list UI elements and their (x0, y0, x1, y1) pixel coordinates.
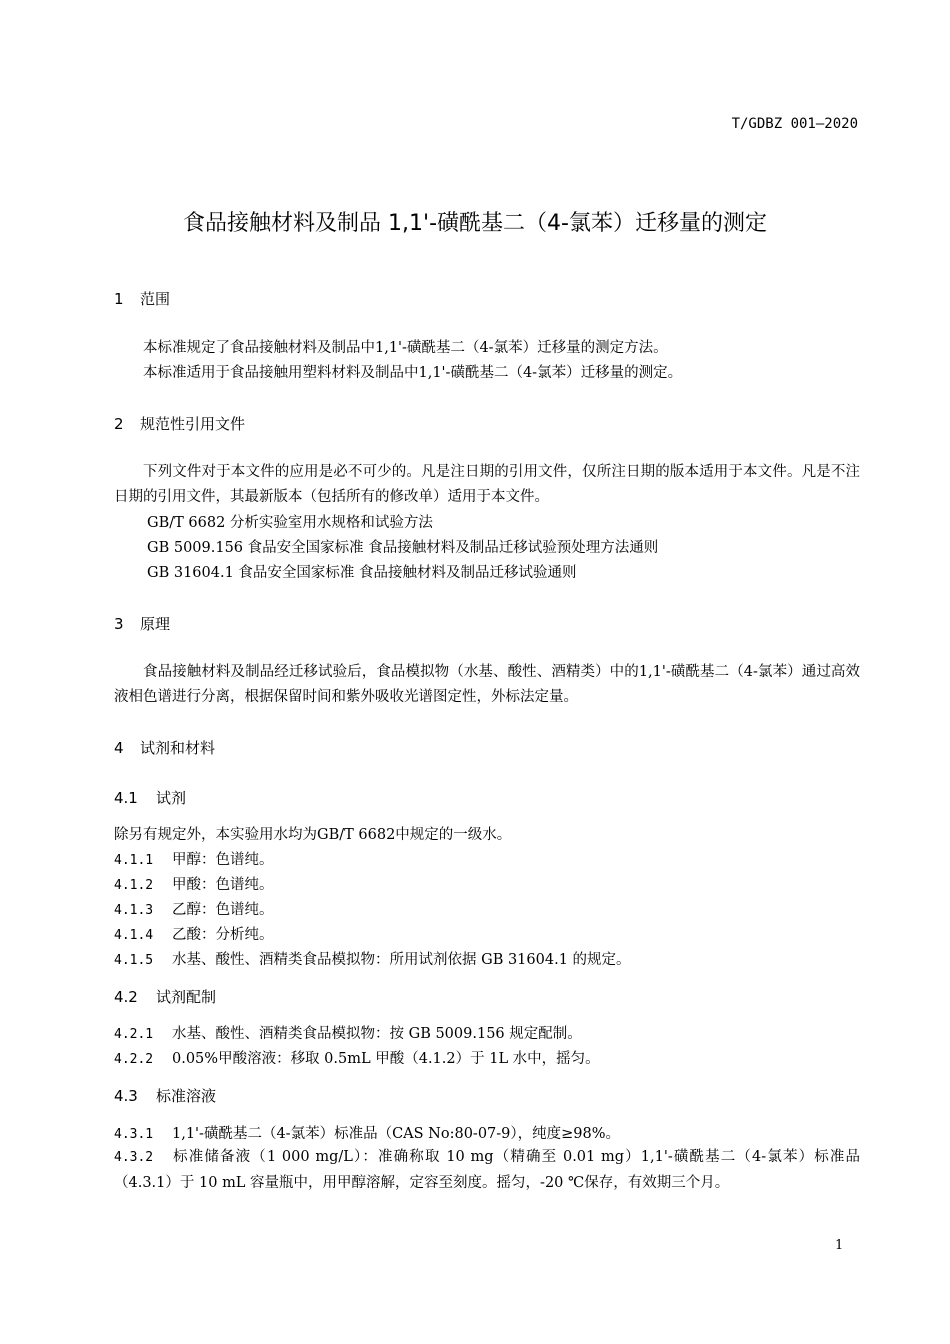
section-3-paragraph: 食品接触材料及制品经迁移试验后，食品模拟物（水基、酸性、酒精类）中的1,1'-磺酰基二（4-氯苯）通过高效液相色谱进行分离，根据保留时间和紫外吸收光谱图定性，外标法定量。 (114, 664, 860, 705)
section-1-heading: 1 范围 (114, 290, 171, 308)
section-4-heading: 4 试剂和材料 (114, 739, 216, 757)
section-4-1-intro: 除另有规定外，本实验用水均为GB/T 6682中规定的一级水。 (114, 827, 512, 843)
section-2-paragraph: 下列文件对于本文件的应用是必不可少的。凡是注日期的引用文件，仅所注日期的版本适用于本文件。凡是不注日期的引用文件，其最新版本（包括所有的修改单）适用于本文件。 (114, 464, 860, 505)
list-item: 4.3.2 标准储备液（1 000 mg/L）：准确称取 10 mg（精确至 0.01 mg）1,1'-磺酰基二（4-氯苯）标准品（4.3.1）于 10 mL 容量瓶中，用甲醇溶解，定容至刻度。摇匀，-20 ℃保存，有效期三个月。 (114, 1149, 860, 1191)
reference-item: GB/T 6682 分析实验室用水规格和试验方法 (147, 515, 433, 531)
section-4-3-heading: 4.3 标准溶液 (114, 1087, 217, 1105)
section-4-2-heading: 4.2 试剂配制 (114, 988, 217, 1006)
list-item: 4.2.2 0.05%甲酸溶液：移取 0.5mL 甲酸（4.1.2）于 1L 水中，摇匀。 (114, 1051, 600, 1067)
section-1-paragraph-2: 本标准适用于食品接触用塑料材料及制品中1,1'-磺酰基二（4-氯苯）迁移量的测定。 (143, 365, 683, 381)
list-item: 4.1.3 乙醇：色谱纯。 (114, 902, 274, 918)
section-4-1-heading: 4.1 试剂 (114, 789, 187, 807)
list-item: 4.1.5 水基、酸性、酒精类食品模拟物：所用试剂依据 GB 31604.1 的规定。 (114, 952, 631, 968)
list-item: 4.3.1 1,1'-磺酰基二（4-氯苯）标准品（CAS No:80-07-9），纯度≥98%。 (114, 1126, 621, 1142)
document-code: T/GDBZ 001—2020 (731, 116, 858, 132)
list-item: 4.2.1 水基、酸性、酒精类食品模拟物：按 GB 5009.156 规定配制。 (114, 1026, 582, 1042)
document-title: 食品接触材料及制品 1,1'-磺酰基二（4-氯苯）迁移量的测定 (183, 211, 767, 236)
list-item: 4.1.4 乙酸：分析纯。 (114, 927, 274, 943)
section-2-heading: 2 规范性引用文件 (114, 415, 246, 433)
section-1-paragraph-1: 本标准规定了食品接触材料及制品中1,1'-磺酰基二（4-氯苯）迁移量的测定方法。 (143, 340, 668, 356)
section-3-heading: 3 原理 (114, 615, 171, 633)
reference-item: GB 31604.1 食品安全国家标准 食品接触材料及制品迁移试验通则 (147, 565, 577, 581)
list-item: 4.1.2 甲酸：色谱纯。 (114, 877, 274, 893)
page-number: 1 (835, 1238, 844, 1253)
list-item: 4.1.1 甲醇：色谱纯。 (114, 852, 274, 868)
reference-item: GB 5009.156 食品安全国家标准 食品接触材料及制品迁移试验预处理方法通则 (147, 540, 659, 556)
